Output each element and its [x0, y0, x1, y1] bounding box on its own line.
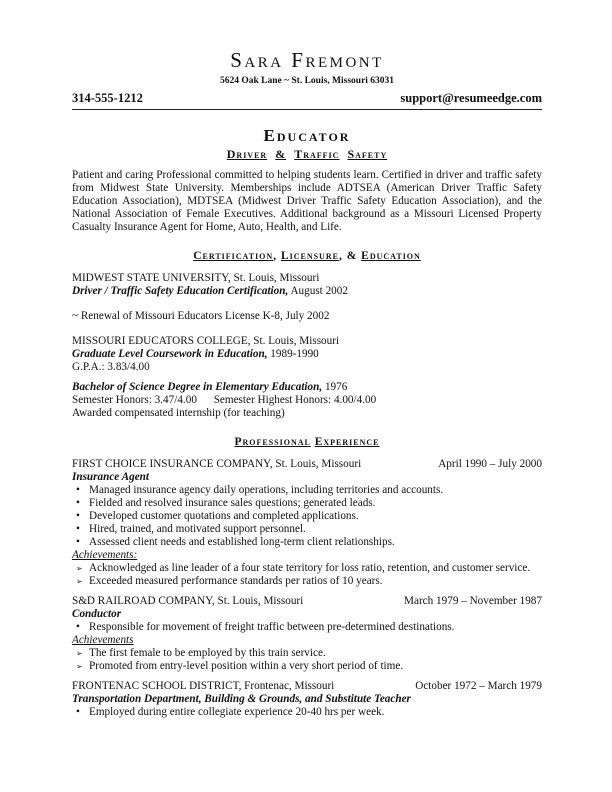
subtitle-word: & [275, 147, 287, 161]
duties-list [72, 706, 542, 719]
company: FIRST CHOICE INSURANCE COMPANY, St. Louis, Missouri [72, 458, 362, 470]
contact-row [72, 91, 542, 108]
company: FRONTENAC SCHOOL DISTRICT, Frontenac, Missouri [72, 680, 335, 692]
achievements-list [72, 647, 542, 673]
list-item: • Responsible for movement of freight traffic between pre-determined destinations. [72, 621, 542, 634]
job-subtitle [72, 148, 542, 161]
internship: Awarded compensated internship (for teaching) [72, 407, 285, 419]
address: 5624 Oak Lane ~ St. Louis, Missouri 63031 [219, 76, 395, 86]
job-title: Educator [263, 126, 351, 145]
honors: Semester Honors: 3.47/4.00 Semester Highest Honors: 4.00/4.00 [72, 394, 377, 406]
list-item: • Developed customer quotations and completed applications. [72, 510, 542, 523]
list-item: • Hired, trained, and motivated support personnel. [72, 523, 542, 536]
duties-list [72, 484, 542, 549]
education-heading: Certification, Licensure, & Education [193, 250, 421, 262]
role: Insurance Agent [72, 471, 149, 483]
summary: Patient and caring Professional committed to helping students learn. Certified in driver and traffic safety from Midwest State University. Memberships include ADTSEA (American Driver Traffic Safety Education Association), MDTSEA (Midwest Driver Traffic Safety Education Association), and the National Association of Female Executives. Additional background as a Missouri Licensed Property Casualty Insurance Agent for Home, Auto, Health, and Life. [72, 169, 542, 233]
phone: 314-555-1212 [72, 91, 143, 105]
job-header [72, 680, 542, 693]
subtitle-word: Driver [226, 147, 268, 161]
role: Transportation Department, Building & Grounds, and Substitute Teacher [72, 693, 411, 705]
dates: October 1972 – March 1979 [415, 680, 542, 692]
grad-course: Graduate Level Coursework in Education, 1989-1990 [72, 348, 319, 360]
missouri-school: MISSOURI EDUCATORS COLLEGE, St. Louis, Missouri [72, 335, 340, 347]
job-header [72, 458, 542, 471]
achievements-label: Achievements [72, 634, 134, 646]
duties-list [72, 621, 542, 634]
subtitle-word: Safety [347, 147, 388, 161]
achievements-label: Achievements: [72, 549, 138, 561]
role: Conductor [72, 608, 122, 620]
candidate-name: Sara Fremont [230, 48, 384, 72]
renewal: ~ Renewal of Missouri Educators License K-8, July 2002 [72, 310, 330, 322]
company: S&D RAILROAD COMPANY, St. Louis, Missouri [72, 595, 304, 607]
job-header [72, 595, 542, 608]
header-rule [72, 109, 542, 110]
list-item: • Employed during entire collegiate experience 20-40 hrs per week. [72, 706, 542, 719]
achievements-list [72, 562, 542, 588]
dates: March 1979 – November 1987 [404, 595, 542, 607]
bachelor-degree: Bachelor of Science Degree in Elementary Education, 1976 [72, 381, 348, 393]
gpa: G.P.A.: 3.83/4.00 [72, 361, 150, 373]
list-item: ➢ Promoted from entry-level position within a very short period of time. [72, 660, 542, 673]
list-item: • Assessed client needs and established long-term client relationships. [72, 536, 542, 549]
email: support@resumeedge.com [400, 91, 542, 105]
list-item: • Managed insurance agency daily operations, including territories and accounts. [72, 484, 542, 497]
list-item: ➢ The first female to be employed by this train service. [72, 647, 542, 660]
list-item: ➢ Exceeded measured performance standards per ratios of 10 years. [72, 575, 542, 588]
subtitle-word: Traffic [294, 147, 340, 161]
list-item: ➢ Acknowledged as line leader of a four state territory for loss ratio, retention, and customer service. [72, 562, 542, 575]
experience-heading: Professional Experience [234, 436, 380, 448]
midwest-cert: Driver / Traffic Safety Education Certification, August 2002 [72, 285, 348, 297]
dates: April 1990 – July 2000 [438, 458, 542, 470]
midwest-school: MIDWEST STATE UNIVERSITY, St. Louis, Missouri [72, 272, 320, 284]
list-item: • Fielded and resolved insurance sales questions; generated leads. [72, 497, 542, 510]
